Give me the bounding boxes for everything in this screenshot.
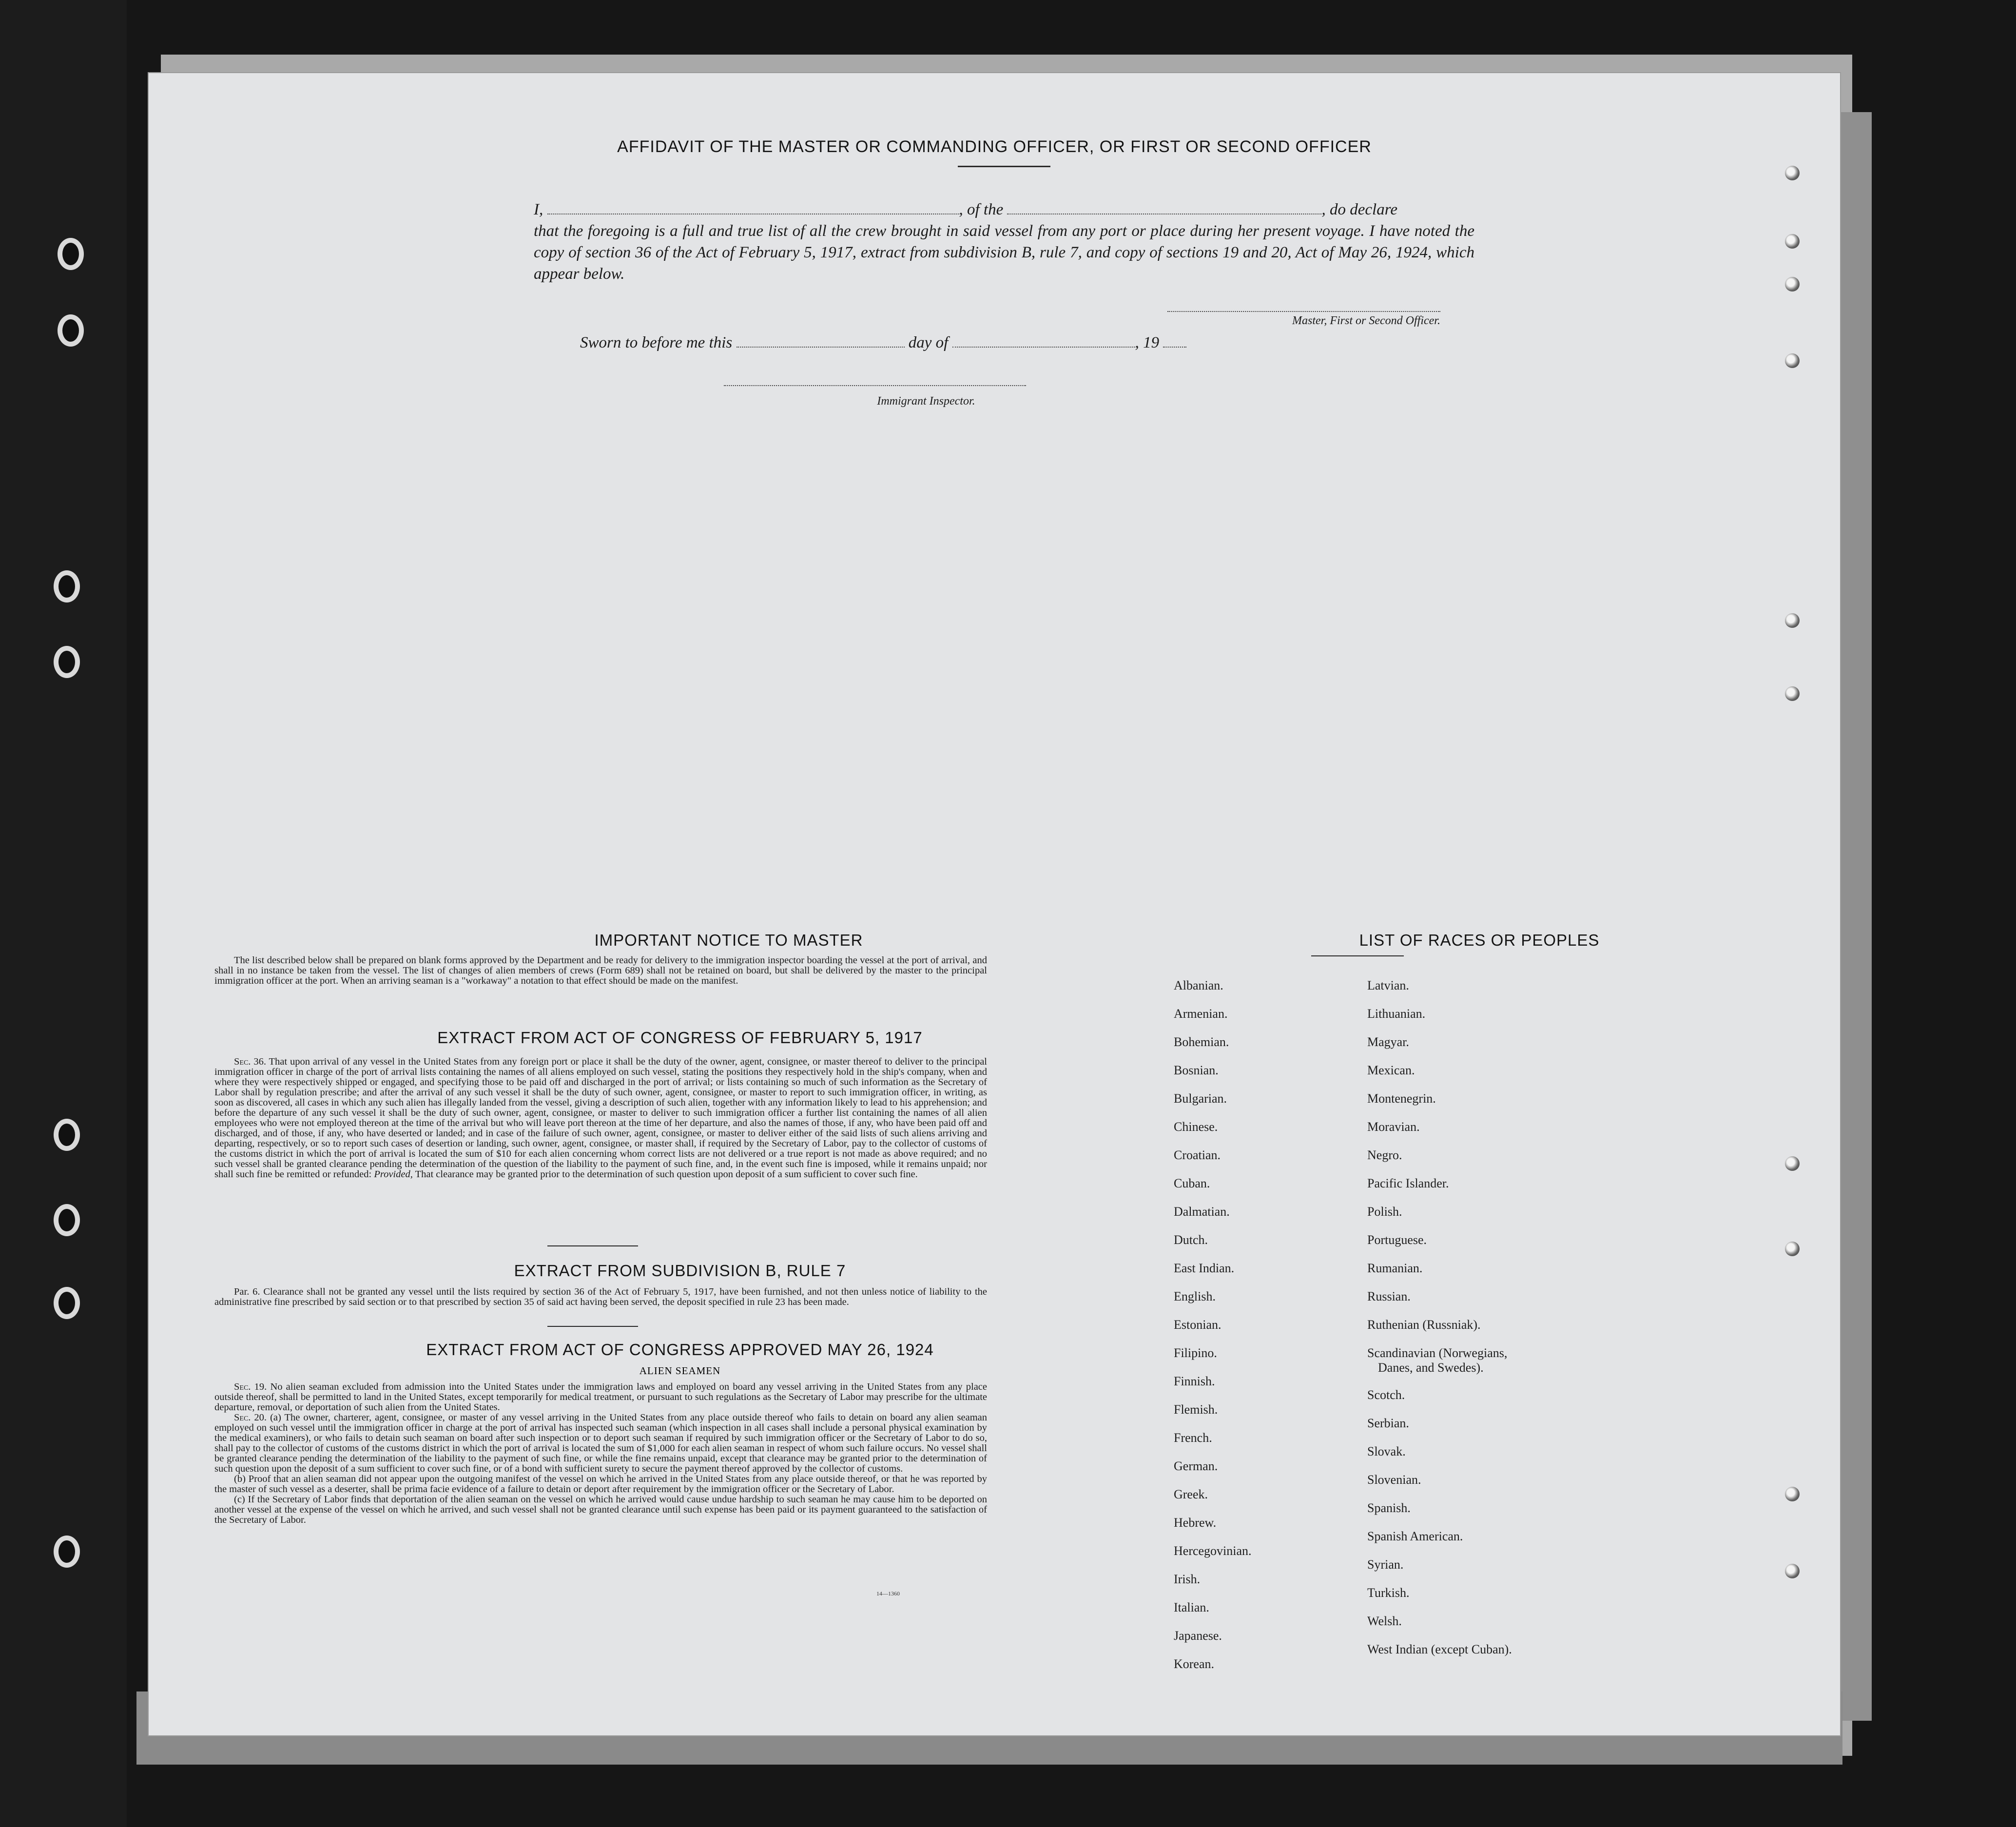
binder-hole [54, 1119, 80, 1151]
sec-36-text: That upon arrival of any vessel in the United States from any foreign port or place it shall be the duty of the owner, agent, consignee, or master thereof to deliver to the principal immigration officer in charge of the port of arrival lists containing the names of all aliens employed on such vessel, stating the positions they respectively hold in the ship's company, when and where they were respectively shipped or engaged, and specifying those to be paid off and discharged in the port of arrival; or lists containing so much of such information as the Secretary of Labor shall by regulation prescribe; and after the arrival of any such vessel it shall be the duty of such owner, agent, consignee, or master to report to such immigration officer, in writing, as soon as discovered, all cases in which any such alien has illegally landed from the vessel, giving a description of such alien, together with any information likely to lead to his apprehension; and before the departure of any such vessel it shall be the duty of such owner, agent, consignee, or master to deliver to such immigration officer a further list containing the names of all alien employees who were not employed thereon at the time of the arrival but who will leave port thereon at the time of her departure, and also the names of those, if any, who have been paid off and discharged, and of those, if any, who have deserted or landed; and in case of the failure of such owner, agent, consignee, or master to deliver either of the said lists of such aliens arriving and departing, respectively, or so to report such cases of desertion or landing, such owner, agent, consignee, or master shall, if required by the Secretary of Labor, pay to the collector of customs of the customs district in which the port of arrival is located the sum of $10 for each alien concerning whom correct lists are not delivered or a true report is not made as above required; and no such vessel shall be granted clearance pending the determination of the question of the liability to the payment of such fine, and, in the event such fine is imposed, while it remains unpaid; nor shall such fine be remitted or refunded: [214, 1056, 987, 1180]
proviso-text: That clearance may be granted prior to the determination of such question upon deposit of a sum sufficient to cover such fine. [415, 1169, 918, 1180]
extract-1917-title: EXTRACT FROM ACT OF CONGRESS OF FEBRUARY 5, 1917 [437, 1029, 923, 1047]
pin-hole-icon [1785, 1242, 1800, 1256]
race-item: Hebrew. [1174, 1516, 1217, 1530]
race-item: Spanish. [1367, 1501, 1411, 1515]
binder-hole [58, 238, 84, 270]
binder-hole [54, 570, 80, 603]
race-item: Bosnian. [1174, 1063, 1219, 1077]
day-of-label: day of [908, 334, 949, 351]
race-item: Negro. [1367, 1148, 1402, 1162]
race-item: Welsh. [1367, 1614, 1402, 1628]
affidavit-body: that the foregoing is a full and true list of all the crew brought in said vessel from any port or place during her present voyage. I have noted the copy of section 36 of the Act of February 5, 1917, extract from subdivision B, rule 7, and copy of sections 19 and 20, Act of May 26, 1924, which appear below. [534, 222, 1474, 283]
race-item: Bohemian. [1174, 1035, 1229, 1049]
affidavit-title: AFFIDAVIT OF THE MASTER OR COMMANDING OFFICER, OR FIRST OR SECOND OFFICER [617, 137, 1372, 156]
sworn-year-field[interactable] [1163, 344, 1186, 348]
sworn-month-field[interactable] [952, 344, 1135, 348]
race-item: Magyar. [1367, 1035, 1409, 1049]
race-item: Filipino. [1174, 1346, 1217, 1360]
race-item: Chinese. [1174, 1120, 1218, 1134]
races-list-left [1174, 978, 1252, 1685]
race-item: French. [1174, 1431, 1212, 1445]
race-item: Rumanian. [1367, 1261, 1423, 1275]
race-item: Albanian. [1174, 978, 1223, 992]
race-item: Finnish. [1174, 1374, 1215, 1388]
race-item: English. [1174, 1289, 1216, 1303]
section-rule [547, 1326, 638, 1327]
race-item: Serbian. [1367, 1416, 1409, 1430]
declare-label: , do declare [1321, 201, 1397, 218]
notice-title: IMPORTANT NOTICE TO MASTER [594, 931, 863, 949]
alien-seamen-subtitle: ALIEN SEAMEN [639, 1365, 721, 1377]
race-item-line: Danes, and Swedes). [1378, 1361, 1484, 1375]
race-item: Italian. [1174, 1600, 1209, 1614]
declarant-name-field[interactable] [547, 211, 959, 214]
race-item: West Indian (except Cuban). [1367, 1642, 1512, 1656]
race-item: Montenegrin. [1367, 1091, 1436, 1106]
race-item: Armenian. [1174, 1007, 1228, 1021]
inspector-caption: Immigrant Inspector. [877, 395, 975, 408]
master-caption: Master, First or Second Officer. [1292, 314, 1440, 327]
proviso-label: Provided, [374, 1169, 413, 1180]
form-number: 14—1360 [876, 1590, 900, 1597]
race-item: Turkish. [1367, 1586, 1410, 1600]
races-list-right [1367, 978, 1512, 1671]
race-item: Spanish American. [1367, 1529, 1463, 1543]
sec-20-label: Sec. 20. [234, 1412, 267, 1423]
race-item: Syrian. [1367, 1557, 1404, 1572]
races-title: LIST OF RACES OR PEOPLES [1359, 931, 1600, 949]
sec-20c-text: (c) If the Secretary of Labor finds that deportation of the alien seaman on the vessel on which he arrived would cause undue hardship to such seaman he may cause him to be deported on another vessel at the expense of the vessel on which he arrived, and such vessel shall not be granted clearance until such expense has been paid or its payment guaranteed to the satisfaction of the Secretary of Labor. [214, 1494, 987, 1525]
race-item: Lithuanian. [1367, 1007, 1426, 1021]
race-item: Scotch. [1367, 1388, 1405, 1402]
binder-hole [54, 1204, 80, 1236]
vessel-name-field[interactable] [1007, 211, 1321, 214]
race-item-line: Scandinavian (Norwegians, [1367, 1346, 1508, 1360]
affidavit-declaration [534, 199, 1474, 285]
sec-20b-text: (b) Proof that an alien seaman did not appear upon the outgoing manifest of the vessel on which he arrived in the United States from any place outside thereof, or that he was reported by the master of such vessel as a deserter, shall be prima facie evidence of a failure to detain or deport after requirement by the immigration officer or the Secretary of Labor. [214, 1474, 987, 1495]
binder-hole [54, 1535, 80, 1568]
extract-1917-body [214, 1057, 987, 1180]
sec-20a-text: (a) The owner, charterer, agent, consignee, or master of any vessel arriving in the United States from any place outside thereof who fails to detain on board any alien seaman employed on such vessel until the immigration officer in charge at the port of arrival has inspected such seaman (which inspection in all cases shall include a personal physical examination by the medical examiners), or who fails to detain such seaman on board after such inspection or to deport such seaman if required by such immigration officer or the Secretary of Labor to do so, shall pay to the collector of customs of the customs district in which the port of arrival is located the sum of $1,000 for each alien seaman in respect of whom such failure occurs. No vessel shall be granted clearance pending the determination of the liability to the payment of such fine, or while the fine remains unpaid, except that clearance may be granted prior to the determination of such question upon the deposit of a sum sufficient to cover such fine, or of a bond with sufficient surety to secure the payment thereof approved by the collector of customs. [214, 1412, 988, 1474]
race-item: Bulgarian. [1174, 1091, 1227, 1106]
race-item: Latvian. [1367, 978, 1409, 992]
race-item: Russian. [1367, 1289, 1411, 1303]
race-item: Cuban. [1174, 1176, 1210, 1190]
pin-hole-icon [1785, 613, 1800, 628]
races-rule [1311, 955, 1404, 956]
pin-hole-icon [1785, 166, 1800, 180]
affidavit-rule [958, 166, 1050, 167]
subdiv-b-body: Par. 6. Clearance shall not be granted any vessel until the lists required by section 36 of the Act of February 5, 1917, have been furnished, and not then unless notice of liability to the administrative fine prescribed by said section or to that prescribed by section 35 of said act having been served, the deposit specified in rule 23 has been made. [214, 1286, 987, 1307]
subdiv-b-title: EXTRACT FROM SUBDIVISION B, RULE 7 [514, 1262, 846, 1280]
race-item: Slovak. [1367, 1444, 1406, 1458]
notice-body: The list described below shall be prepared on blank forms approved by the Department and be ready for delivery to the immigration inspector boarding the vessel at the port of arrival, and shall in no instance be taken from the vessel. The list of changes of alien members of crews (Form 689) shall not be retained on board, but shall be delivered by the master to the principal immigration officer at the port. When an arriving seaman is a "workaway" a notation to that effect should be made on the manifest. [214, 955, 987, 986]
race-item: Croatian. [1174, 1148, 1221, 1162]
binder-hole [58, 314, 84, 347]
race-item: Greek. [1174, 1487, 1208, 1501]
race-item: Japanese. [1174, 1629, 1222, 1643]
race-item: Korean. [1174, 1657, 1215, 1671]
form-page [149, 73, 1840, 1735]
race-item: German. [1174, 1459, 1218, 1473]
race-item [1367, 1346, 1512, 1388]
race-item: Portuguese. [1367, 1233, 1427, 1247]
binder-hole [54, 646, 80, 678]
sworn-line [580, 334, 1186, 352]
pin-hole-icon [1785, 353, 1800, 368]
section-rule [547, 1245, 638, 1246]
pin-hole-icon [1785, 277, 1800, 292]
year-label: , 19 [1135, 334, 1160, 351]
sec-36-label: Sec. 36. [234, 1056, 266, 1067]
race-item: East Indian. [1174, 1261, 1235, 1275]
race-item: Dalmatian. [1174, 1205, 1230, 1219]
sworn-label: Sworn to before me this [580, 334, 733, 351]
race-item: Flemish. [1174, 1402, 1218, 1417]
extract-1924-body [214, 1382, 987, 1525]
sworn-day-field[interactable] [737, 344, 905, 348]
vessel-label: , of the [959, 201, 1004, 218]
race-item: Slovenian. [1367, 1473, 1421, 1487]
sec-19-label: Sec. 19. [234, 1381, 267, 1392]
binder-hole [54, 1287, 80, 1319]
inspector-signature-field[interactable] [724, 385, 1026, 386]
race-item: Hercegovinian. [1174, 1544, 1252, 1558]
race-item: Moravian. [1367, 1120, 1420, 1134]
pin-hole-icon [1785, 1487, 1800, 1501]
pin-hole-icon [1785, 1156, 1800, 1171]
pin-hole-icon [1785, 234, 1800, 249]
race-item: Irish. [1174, 1572, 1201, 1586]
race-item: Ruthenian (Russniak). [1367, 1318, 1481, 1332]
pin-hole-icon [1785, 686, 1800, 701]
race-item: Mexican. [1367, 1063, 1415, 1077]
race-item: Dutch. [1174, 1233, 1208, 1247]
race-item: Pacific Islander. [1367, 1176, 1449, 1190]
pin-hole-icon [1785, 1564, 1800, 1578]
master-signature-field[interactable] [1167, 311, 1440, 312]
sec-19-text: No alien seaman excluded from admission into the United States under the immigration laws and employed on board any vessel arriving in the United States from any place outside thereof, shall be permitted to land in the United States, except temporarily for medical treatment, or pursuant to such regulations as the Secretary of Labor may prescribe for the ultimate departure, removal, or deportation of such alien from the United States. [214, 1381, 987, 1413]
extract-1924-title: EXTRACT FROM ACT OF CONGRESS APPROVED MAY 26, 1924 [426, 1341, 934, 1359]
race-item: Estonian. [1174, 1318, 1221, 1332]
declarant-label: I, [534, 201, 543, 218]
race-item: Polish. [1367, 1205, 1402, 1219]
